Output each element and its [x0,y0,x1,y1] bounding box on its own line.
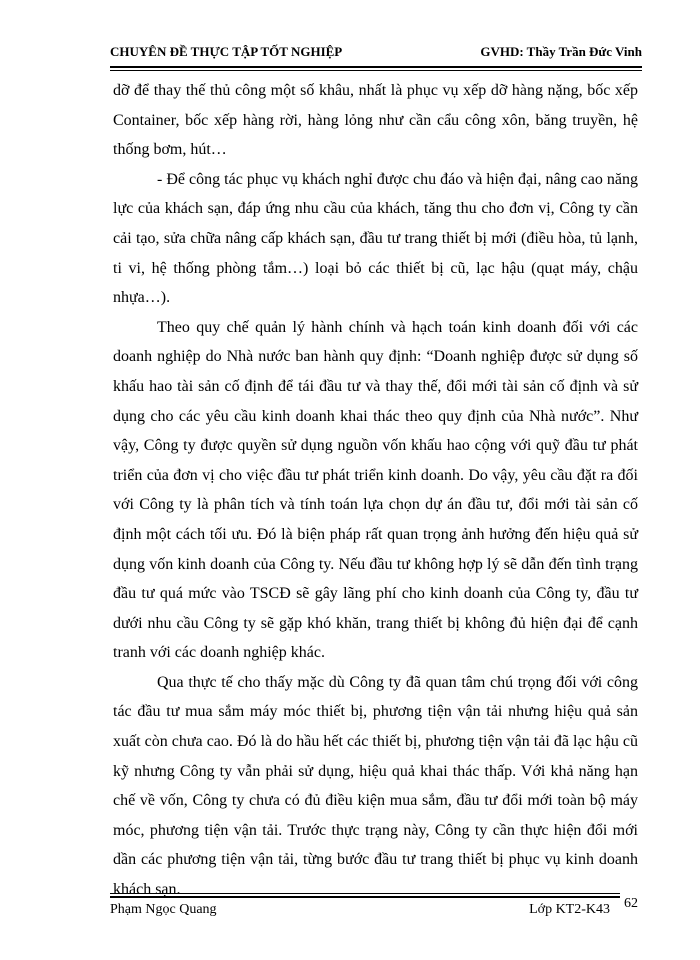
footer-rule [110,893,620,894]
paragraph: Qua thực tế cho thấy mặc dù Công ty đã quan tâm chú trọng đối với công tác đầu tư mua sắm máy móc thiết bị, phương tiện vận tải nhưng hiệu quả sản xuất còn chưa cao. Đó là do hầu hết các thiết bị, phương tiện vận tải đã lạc hậu cũ kỹ nhưng Công ty vẫn phải sử dụng, hiệu quả khai thác thấp. Với khả năng hạn chế về vốn, Công ty chưa có đủ điều kiện mua sắm, đầu tư đổi mới toàn bộ máy móc, phương tiện vận tải. Trước thực trạng này, Công ty cần thực hiện đổi mới dần các phương tiện vận tải, từng bước đầu tư trang thiết bị phục vụ kinh doanh khách sạn. [113,673,638,899]
footer-rule-secondary [110,896,620,898]
header-title: CHUYÊN ĐỀ THỰC TẬP TỐT NGHIỆP [110,44,343,59]
page-body [113,76,638,905]
header-supervisor: GVHD: Thầy Trần Đức Vinh [480,44,642,59]
paragraph-continuation: dỡ để thay thế thủ công một số khâu, nhất là phục vụ xếp dỡ hàng nặng, bốc xếp Container, bốc xếp hàng rời, hàng lỏng như cần cẩu công xôn, băng truyền, hệ thống bơm, hút… [113,82,638,159]
header-rule [110,66,642,68]
paragraph: - Để công tác phục vụ khách nghỉ được chu đáo và hiện đại, nâng cao năng lực của khách sạn, đáp ứng nhu cầu của khách, tăng thu cho đơn vị, Công ty cần cải tạo, sửa chữa nâng cấp khách sạn, đầu tư trang thiết bị mới (điều hòa, tủ lạnh, ti vi, hệ thống phòng tắm…) loại bỏ các thiết bị cũ, lạc hậu (quạt máy, chậu nhựa…). [113,170,638,307]
page-number: 62 [624,896,638,911]
page-footer [110,902,620,922]
footer-author: Phạm Ngọc Quang [110,902,217,917]
page-header [110,44,642,66]
paragraph: Theo quy chế quản lý hành chính và hạch toán kinh doanh đối với các doanh nghiệp do Nhà nước ban hành quy định: “Doanh nghiệp được sử dụng số khấu hao tài sản cố định để tái đầu tư và thay thế, đổi mới tài sản cố định và sử dụng cho các yêu cầu kinh doanh khai thác theo quy định của Nhà nước”. Như vậy, Công ty được quyền sử dụng nguồn vốn khấu hao cộng với quỹ đầu tư phát triển của đơn vị cho việc đầu tư phát triển kinh doanh. Do vậy, yêu cầu đặt ra đối với Công ty là phân tích và tính toán lựa chọn dự án đầu tư, đổi mới tài sản cố định một cách tối ưu. Đó là biện pháp rất quan trọng ảnh hưởng đến hiệu quả sử dụng vốn kinh doanh của Công ty. Nếu đầu tư không hợp lý sẽ dẫn đến tình trạng đầu tư quá mức vào TSCĐ sẽ gây lãng phí cho kinh doanh của Công ty, đầu tư dưới nhu cầu Công ty sẽ gặp khó khăn, trang thiết bị không đủ hiện đại để cạnh tranh với các doanh nghiệp khác. [113,318,638,662]
footer-class: Lớp KT2-K43 [529,902,610,917]
header-rule-secondary [110,70,642,71]
